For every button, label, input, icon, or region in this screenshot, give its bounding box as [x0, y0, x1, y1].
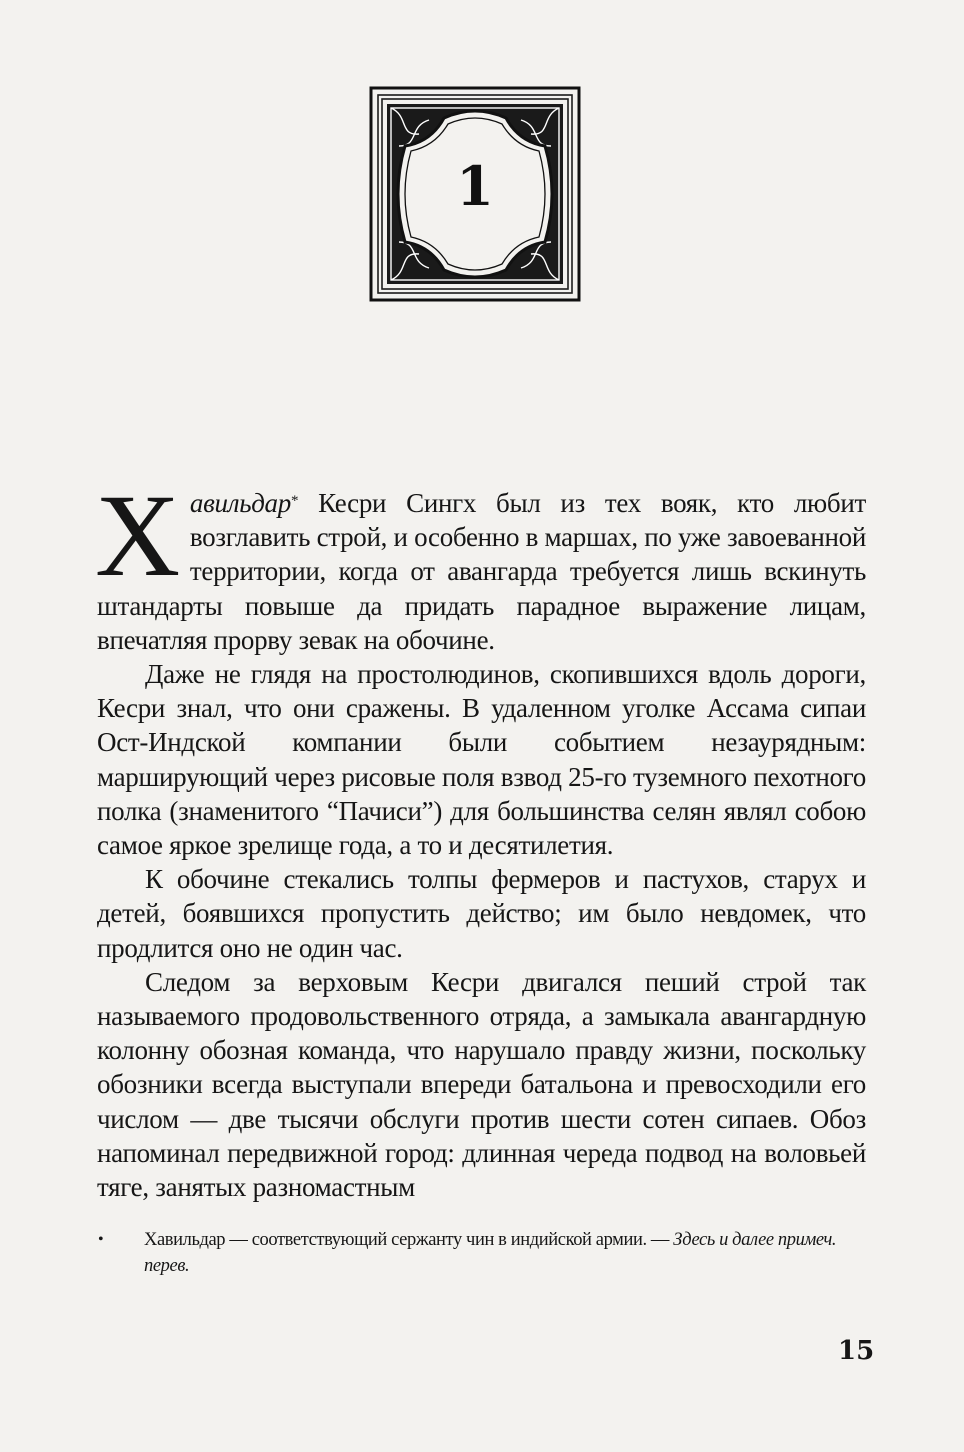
footnote-marker[interactable]: *: [290, 493, 299, 509]
body-text: [95, 470, 866, 1204]
page-number: 15: [838, 1336, 875, 1366]
chapter-ornament: [369, 86, 581, 302]
term-havildar: авильдар: [189, 488, 291, 518]
footnote-text: Хавильдар — соответствующий сержанту чин в индийской армии. —: [144, 1230, 674, 1250]
paragraph-1-text: Кесри Сингх был из тех вояк, кто любит возглавить строй, и особенно в маршах, по уже завоеванной территории, когда от авангарда требуется лишь вскинуть штандарты повыше да придать парадное выражение лицам, впечатляя прорву зевак на обочине.: [97, 488, 866, 655]
paragraph-3: К обочине стекались толпы фермеров и пастухов, старух и детей, боявшихся пропустить действо; им было невдомек, что продлится оно не один час.: [97, 864, 866, 963]
paragraph-1: [95, 470, 866, 657]
footnote-bullet: •: [98, 1231, 104, 1248]
paragraph-4: Следом за верховым Кесри двигался пеший строй так называемого продовольственного отряда, а замыкала авангардную колонну обозная команда, что нарушало правду жизни, поскольку обозники всегда выступали впереди батальона и превосходили его числом — две тысячи обслуги против шести сотен сипаев. Обоз напоминал передвижной город: длинная череда подвод на воловьей тяге, занятых разномастным: [97, 966, 866, 1203]
drop-cap: Х: [95, 470, 180, 601]
chapter-number: 1: [456, 154, 494, 218]
footnote-note: Здесь и далее примеч. перев.: [144, 1230, 837, 1276]
paragraph-2: Даже не глядя на простолюдинов, скопившихся вдоль дороги, Кесри знал, что они сражены. В удаленном уголке Ассама сипаи Ост-Индской компании были событием незаурядным: марширующий через рисовые поля взвод 25-го туземного пехотного полка (знаменитого “Пачиси”) для большинства селян являл собою самое яркое зрелище года, а то и десятилетия.: [97, 659, 866, 861]
footnote: [98, 1227, 864, 1279]
